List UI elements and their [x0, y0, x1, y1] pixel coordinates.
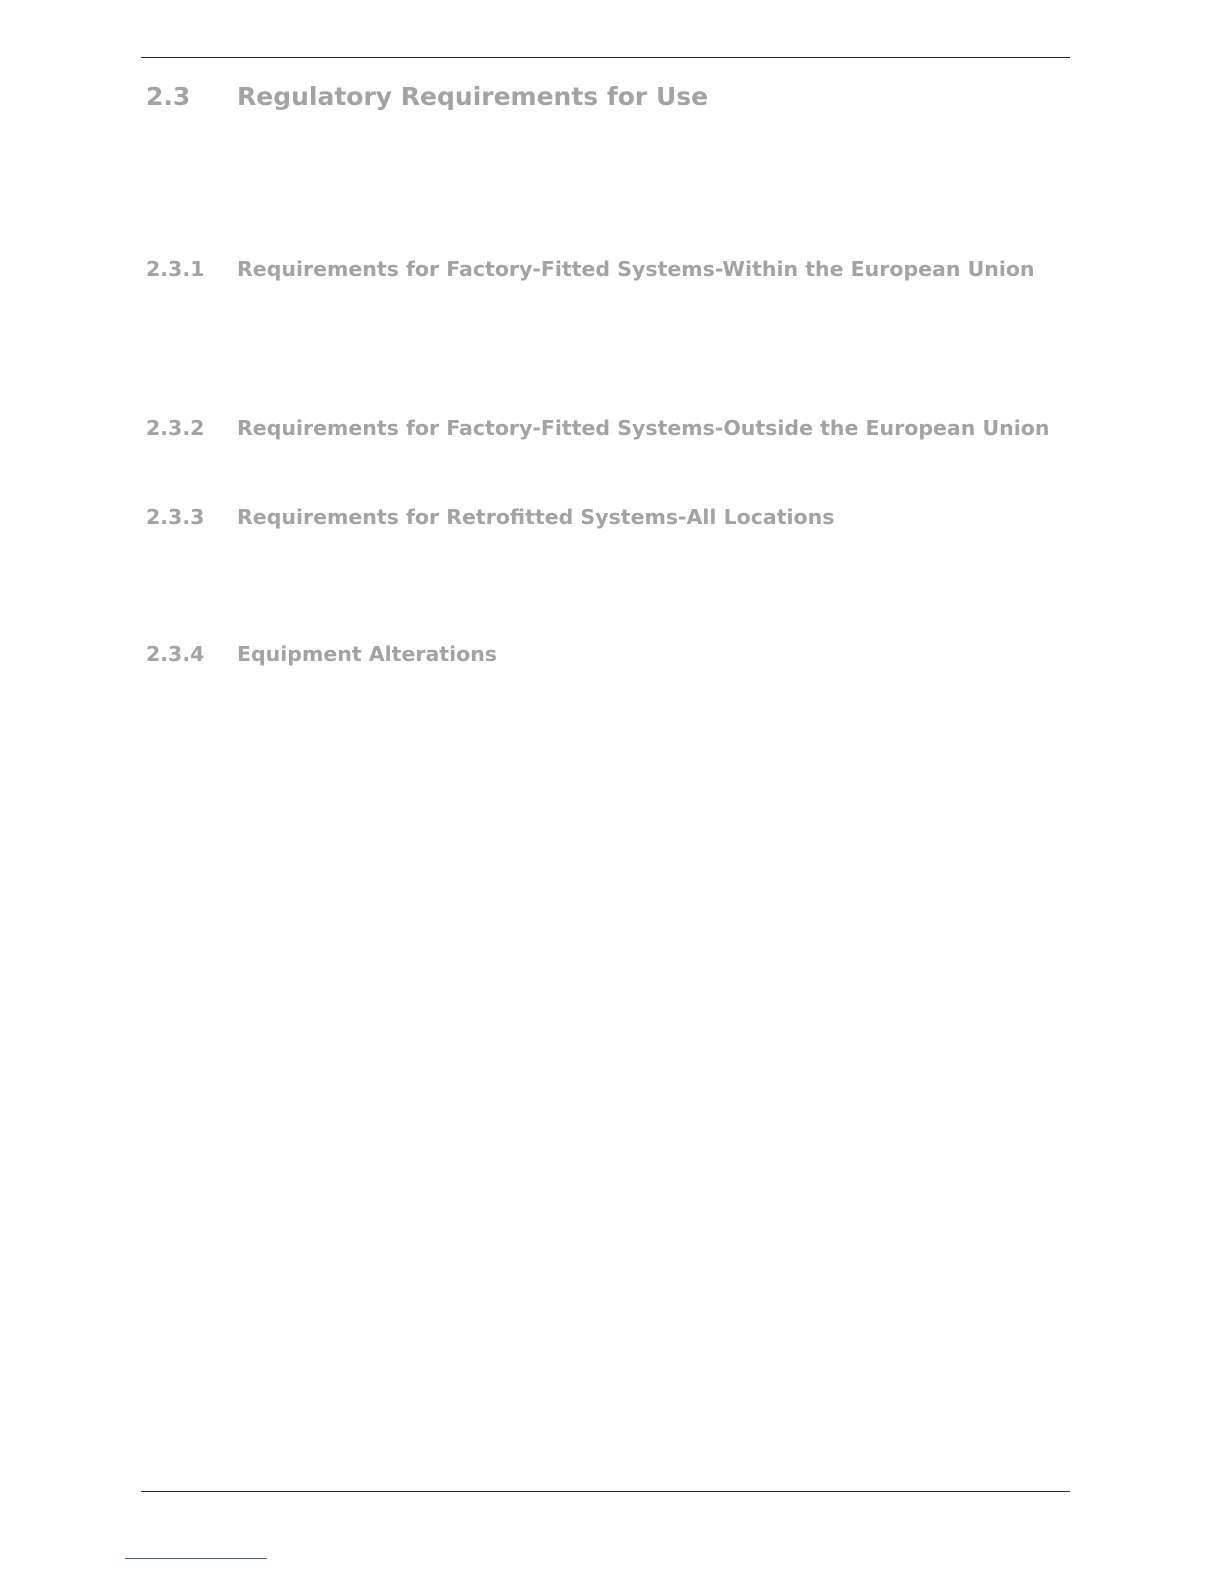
section-title: Regulatory Requirements for Use [237, 82, 709, 111]
section-number: 2.3.3 [146, 505, 205, 529]
section-title: Requirements for Factory-Fitted Systems-Within the European Union [237, 257, 1035, 281]
section-title: Requirements for Factory-Fitted Systems-Outside the European Union [237, 416, 1050, 440]
section-number: 2.3 [146, 82, 191, 111]
section-number: 2.3.2 [146, 416, 205, 440]
section-number: 2.3.4 [146, 642, 205, 666]
section-title: Equipment Alterations [237, 642, 498, 666]
header-rule [141, 57, 1070, 58]
footer-link-underline[interactable] [125, 1558, 267, 1559]
section-title: Requirements for Retrofitted Systems-All Locations [237, 505, 835, 529]
section-number: 2.3.1 [146, 257, 205, 281]
footer-rule [141, 1491, 1070, 1492]
